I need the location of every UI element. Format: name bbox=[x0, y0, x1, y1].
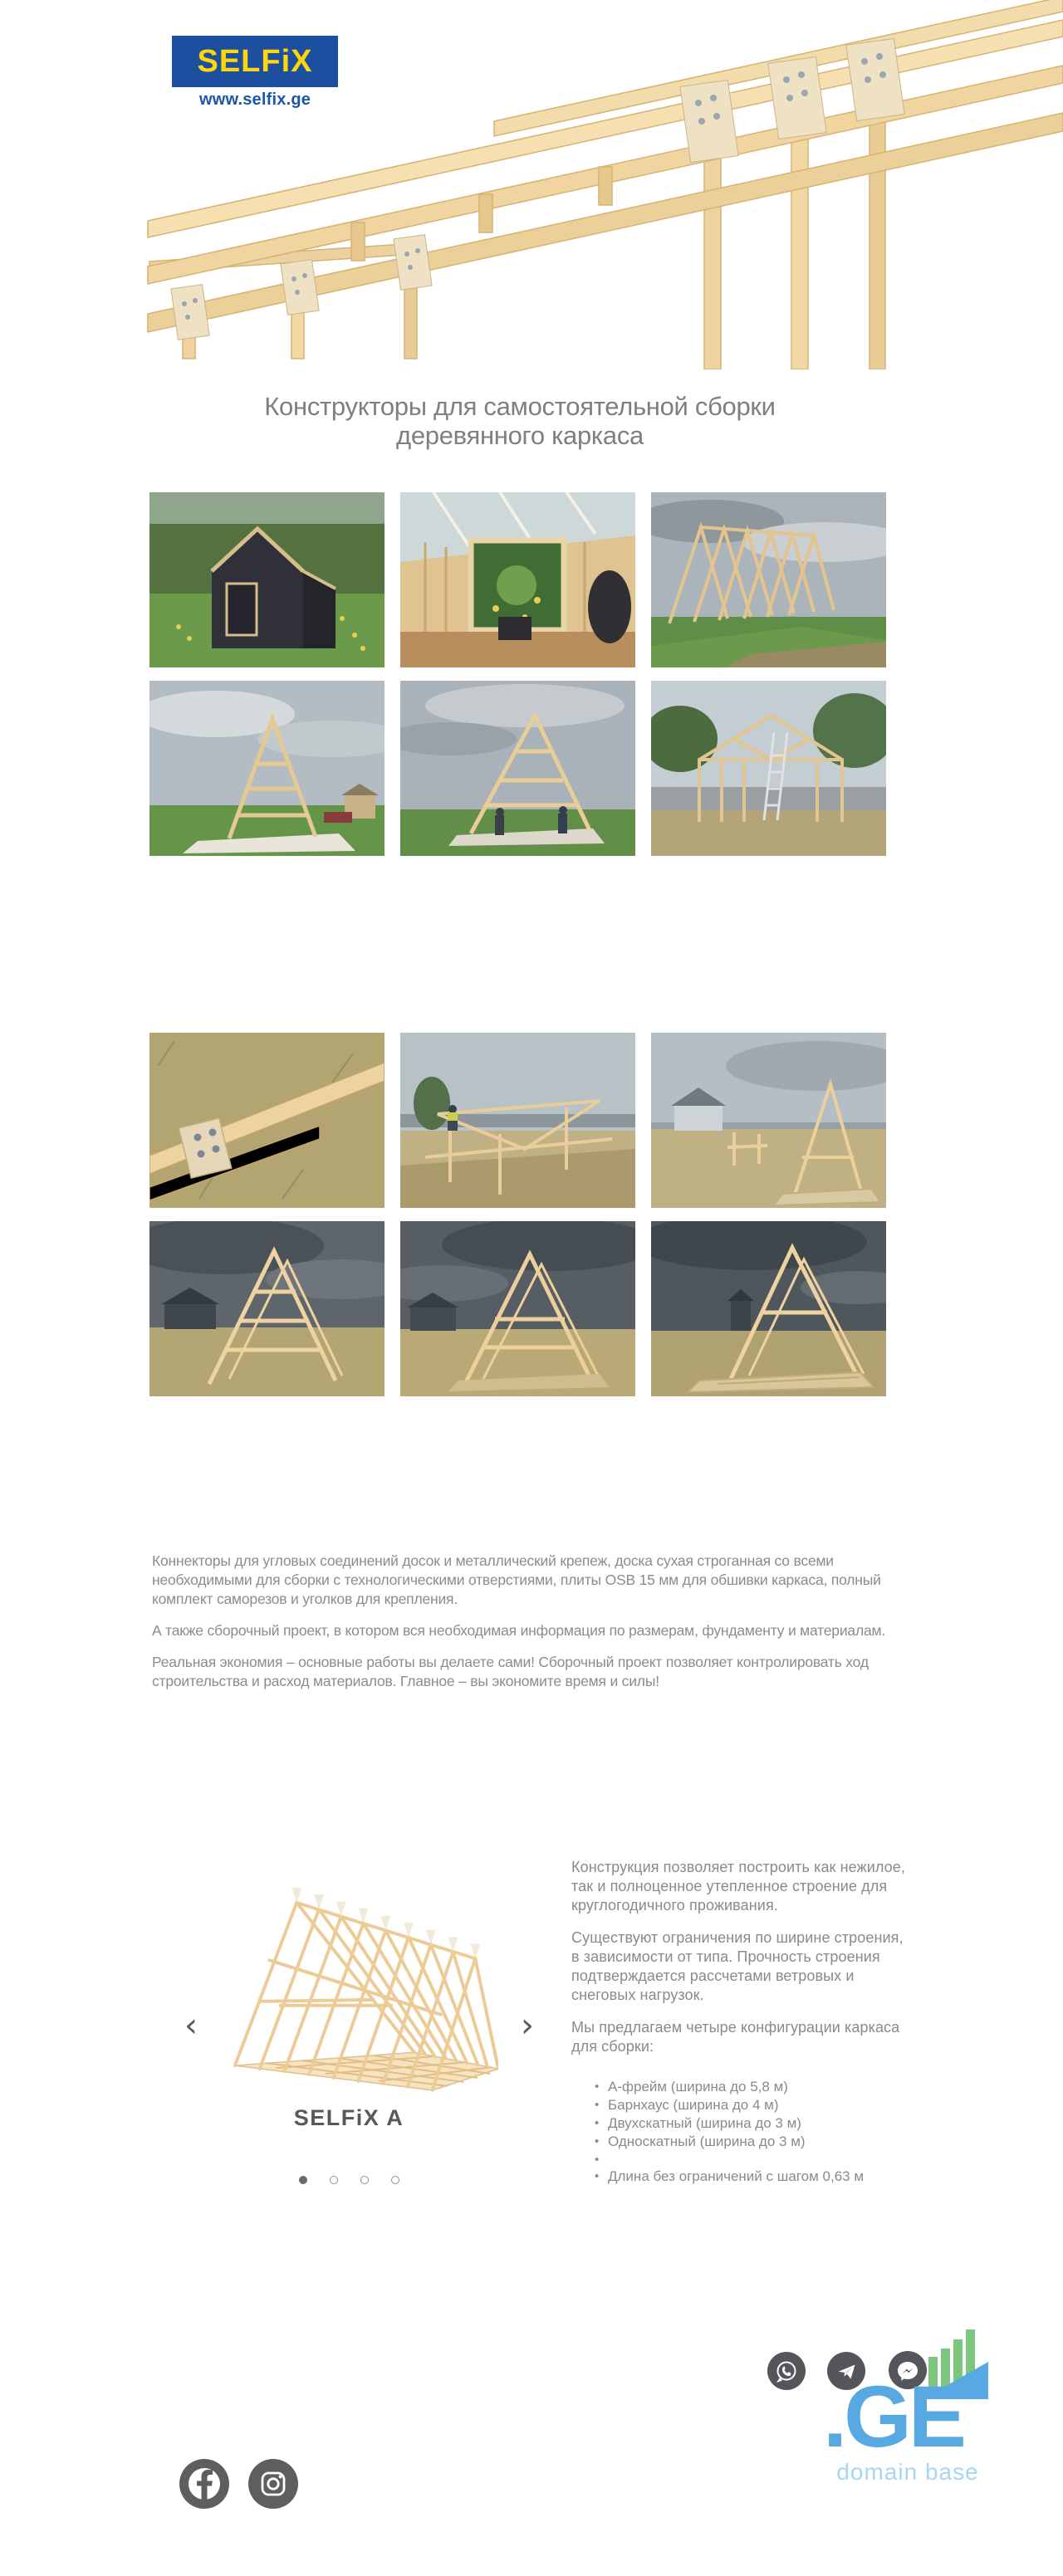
carousel-dot-4[interactable] bbox=[391, 2176, 399, 2184]
product-paragraph-2: Существуют ограничения по ширине строения, в зависимости от типа. Прочность строения подтверждается рассчетами ветровых и снеговых нагрузок. bbox=[571, 1929, 904, 2003]
instagram-button[interactable] bbox=[247, 2458, 299, 2510]
photo-beam-closeup[interactable] bbox=[149, 1033, 385, 1208]
carousel-next-button[interactable]: › bbox=[521, 2007, 534, 2045]
photo-gallery-2 bbox=[149, 1033, 886, 1396]
brand-logo-text: SELFiX bbox=[197, 43, 313, 79]
page-title-line2: деревянного каркаса bbox=[396, 421, 644, 450]
config-item-aframe: • А-фрейм (ширина до 5,8 м) bbox=[608, 2078, 905, 2096]
product-carousel bbox=[149, 1858, 548, 2207]
facebook-icon bbox=[179, 2458, 230, 2510]
carousel-prev-button[interactable]: ‹ bbox=[184, 2007, 198, 2045]
photo-black-cabin[interactable] bbox=[149, 492, 385, 667]
ge-logo-subtext: domain base bbox=[836, 2459, 979, 2485]
photo-aframe-front[interactable] bbox=[149, 681, 385, 856]
whatsapp-button[interactable] bbox=[767, 2352, 806, 2390]
photo-aframe-field[interactable] bbox=[651, 1033, 886, 1208]
page-title bbox=[0, 392, 1040, 450]
ge-domain-logo[interactable] bbox=[818, 2320, 1001, 2490]
photo-gable-frame-ladder[interactable] bbox=[651, 681, 886, 856]
photo-truss-assembly[interactable] bbox=[400, 1033, 635, 1208]
photo-aframe-erecting[interactable] bbox=[400, 681, 635, 856]
whatsapp-icon bbox=[767, 2352, 806, 2390]
intro-paragraph-2: А также сборочный проект, в котором вся необходимая информация по размерам, фундаменту и материалам. bbox=[152, 1622, 885, 1639]
config-item-length: • Длина без ограничений с шагом 0,63 м bbox=[608, 2168, 905, 2186]
product-paragraph-3: Мы предлагаем четыре конфигурации каркаса для сборки: bbox=[571, 2019, 900, 2055]
photo-cabin-interior[interactable] bbox=[400, 492, 635, 667]
carousel-dots bbox=[149, 2176, 548, 2184]
ge-logo-text: .GE bbox=[823, 2368, 963, 2466]
config-item-shed: • Односкатный (ширина до 3 м) bbox=[608, 2133, 905, 2151]
website-link[interactable]: www.selfix.ge bbox=[198, 90, 311, 109]
facebook-button[interactable] bbox=[179, 2458, 230, 2510]
photo-aframe-storm-1[interactable] bbox=[149, 1221, 385, 1396]
product-paragraph-1: Конструкция позволяет построить как нежилое, так и полноценное утепленное строение для круглогодичного проживания. bbox=[571, 1859, 905, 1914]
intro-text-block bbox=[152, 1552, 904, 1703]
photo-aframe-truss-row[interactable] bbox=[651, 492, 886, 667]
ge-domain-logo-graphic bbox=[818, 2320, 1001, 2490]
product-config-list bbox=[571, 2078, 905, 2186]
intro-paragraph-3: Реальная экономия – основные работы вы делаете сами! Сборочный проект позволяет контролировать ход строительства и расход материалов. Главное – вы экономите время и силы! bbox=[152, 1654, 869, 1689]
config-item-empty bbox=[608, 2151, 905, 2168]
page-title-line1: Конструкторы для самостоятельной сборки bbox=[264, 392, 776, 421]
product-section bbox=[149, 1858, 905, 2215]
photo-aframe-storm-2[interactable] bbox=[400, 1221, 635, 1396]
product-image-selfix-a[interactable] bbox=[227, 1876, 498, 2094]
product-info-text bbox=[571, 1858, 905, 2186]
carousel-dot-1[interactable] bbox=[299, 2176, 307, 2184]
carousel-dot-2[interactable] bbox=[330, 2176, 338, 2184]
instagram-icon bbox=[247, 2458, 299, 2510]
product-caption: SELFiX A bbox=[293, 2105, 404, 2130]
photo-gallery-1 bbox=[149, 492, 886, 856]
intro-paragraph-1: Коннекторы для угловых соединений досок и металлический крепеж, доска сухая строганная со всеми необходимыми для сборки с технологическими отверстиями, плиты OSB 15 мм для обшивки каркаса, полный комплект саморезов и уголков для крепления. bbox=[152, 1552, 881, 1607]
config-item-barnhouse: • Барнхаус (ширина до 4 м) bbox=[608, 2096, 905, 2114]
config-item-gable: • Двухскатный (ширина до 3 м) bbox=[608, 2114, 905, 2133]
photo-aframe-storm-3[interactable] bbox=[651, 1221, 886, 1396]
brand-logo[interactable] bbox=[172, 36, 338, 87]
a-frame-render bbox=[227, 1876, 498, 2094]
carousel-dot-3[interactable] bbox=[360, 2176, 369, 2184]
